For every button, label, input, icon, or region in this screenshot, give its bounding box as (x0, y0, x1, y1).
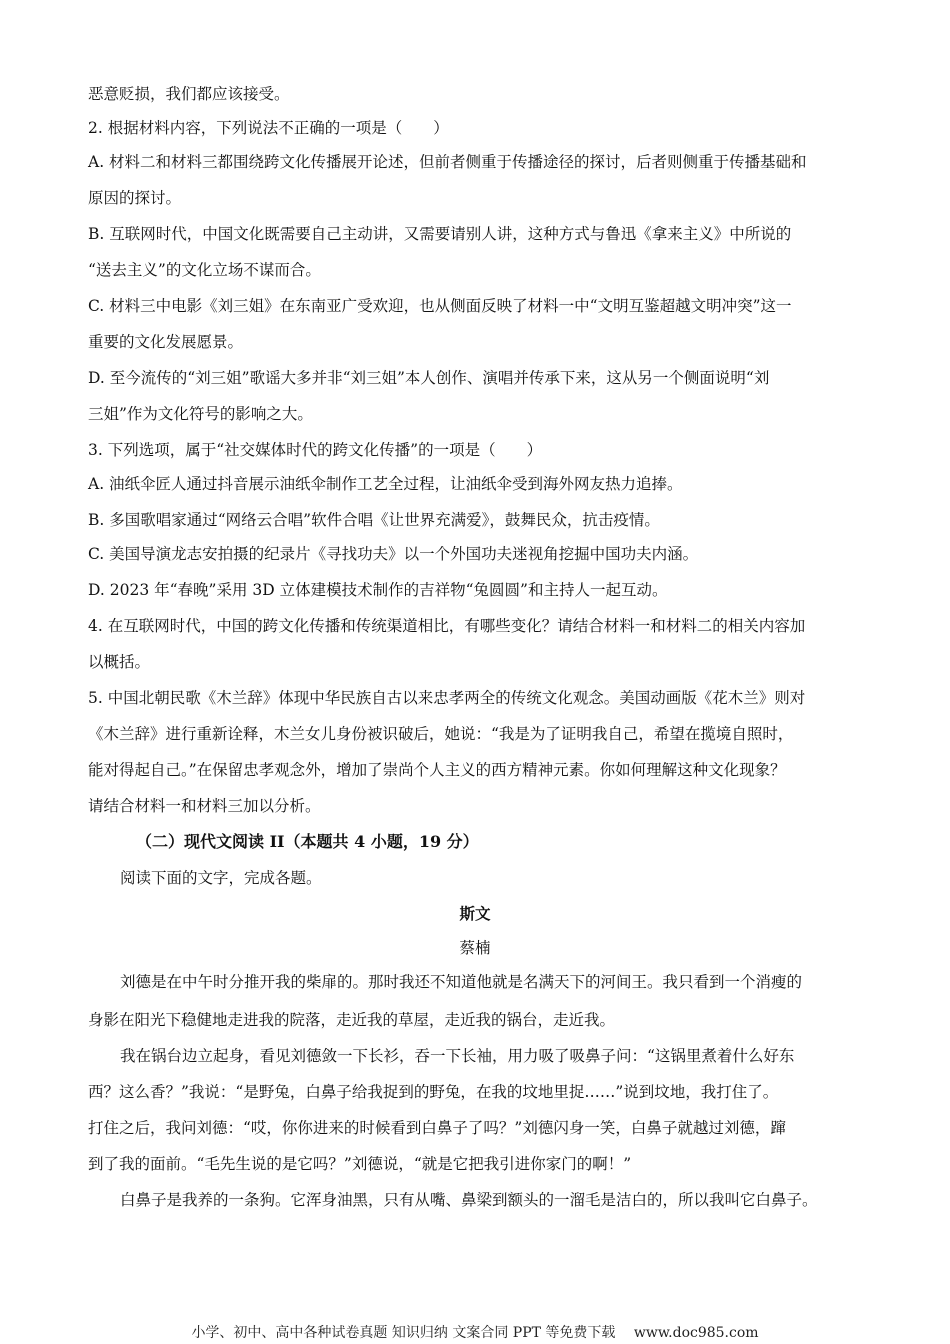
story-paragraph-2: 我在锅台边立起身，看见刘德敛一下长衫，吞一下长袖，用力吸了吸鼻子问：“这锅里煮着什么好东 (120, 1047, 795, 1065)
story-paragraph-1: 刘德是在中午时分推开我的柴扉的。那时我还不知道他就是名满天下的河间王。我只看到一个消瘦的 (120, 973, 803, 991)
text-line: 恶意贬损，我们都应该接受。 (88, 85, 290, 103)
question-4-cont: 以概括。 (88, 653, 151, 671)
question-5-line2: 《木兰辞》进行重新诠释，木兰女儿身份被识破后，她说：“我是为了证明我自己，希望在揽境自照时， (88, 725, 794, 743)
option-2d-cont: 三姐”作为文化符号的影响之大。 (88, 405, 313, 423)
question-4-stem: 4. 在互联网时代，中国的跨文化传播和传统渠道相比，有哪些变化？请结合材料一和材料二的相关内容加 (88, 617, 806, 635)
story-author: 蔡楠 (459, 939, 491, 957)
option-3d: D. 2023 年“春晚”采用 3D 立体建模技术制作的吉祥物“兔圆圆”和主持人一起互动。 (88, 581, 668, 599)
option-3a: A. 油纸伞匠人通过抖音展示油纸伞制作工艺全过程，让油纸伞受到海外网友热力追捧。 (88, 475, 683, 493)
question-2-stem: 2. 根据材料内容，下列说法不正确的一项是（ ） (88, 119, 449, 137)
footer-banner: 小学、初中、高中各种试卷真题 知识归纳 文案合同 PPT 等免费下载 www.doc985.com (191, 1325, 759, 1341)
story-paragraph-2-line2: 西？这么香？”我说：“是野兔，白鼻子给我捉到的野兔，在我的坟地里捉……”说到坟地，我打住了。 (88, 1083, 779, 1101)
section-heading: （二）现代文阅读 II（本题共 4 小题，19 分） (136, 832, 479, 851)
story-paragraph-2-line4: 到了我的面前。“毛先生说的是它吗？”刘德说，“就是它把我引进你家门的啊！” (88, 1155, 632, 1173)
question-5-line4: 请结合材料一和材料三加以分析。 (88, 797, 321, 815)
option-2d: D. 至今流传的“刘三姐”歌谣大多并非“刘三姐”本人创作、演唱并传承下来，这从另一个侧面说明“刘 (88, 369, 770, 387)
story-paragraph-1-cont: 身影在阳光下稳健地走进我的院落，走近我的草屋，走近我的锅台，走近我。 (88, 1011, 616, 1029)
option-2a: A. 材料二和材料三都围绕跨文化传播展开论述，但前者侧重于传播途径的探讨，后者则侧重于传播基础和 (88, 153, 807, 171)
option-2a-cont: 原因的探讨。 (88, 189, 182, 207)
option-2b: B. 互联网时代，中国文化既需要自己主动讲，又需要请别人讲，这种方式与鲁迅《拿来主义》中所说的 (88, 225, 792, 243)
option-3b: B. 多国歌唱家通过“网络云合唱”软件合唱《让世界充满爱》，鼓舞民众，抗击疫情。 (88, 511, 660, 529)
question-5-stem: 5. 中国北朝民歌《木兰辞》体现中华民族自古以来忠孝两全的传统文化观念。美国动画版《花木兰》则对 (88, 689, 806, 707)
question-3-stem: 3. 下列选项，属于“社交媒体时代的跨文化传播”的一项是（ ） (88, 441, 543, 459)
option-2b-cont: “送去主义”的文化立场不谋而合。 (88, 261, 321, 279)
option-2c: C. 材料三中电影《刘三姐》在东南亚广受欢迎，也从侧面反映了材料一中“文明互鉴超越文明冲突”这一 (88, 297, 792, 315)
story-paragraph-3: 白鼻子是我养的一条狗。它浑身油黑，只有从嘴、鼻梁到额头的一溜毛是洁白的，所以我叫它白鼻子。 (120, 1191, 818, 1209)
question-5-line3: 能对得起自己。”在保留忠孝观念外，增加了崇尚个人主义的西方精神元素。你如何理解这种文化现象？ (88, 761, 786, 779)
story-title: 斯文 (459, 904, 491, 923)
option-2c-cont: 重要的文化发展愿景。 (88, 333, 244, 351)
story-paragraph-2-line3: 打住之后，我问刘德：“哎，你你进来的时候看到白鼻子了吗？”刘德闪身一笑，白鼻子就越过刘德，蹿 (88, 1119, 786, 1137)
option-3c: C. 美国导演龙志安拍摄的纪录片《寻找功夫》以一个外国功夫迷视角挖掘中国功夫内涵。 (88, 545, 699, 563)
instruction-text: 阅读下面的文字，完成各题。 (120, 869, 322, 887)
